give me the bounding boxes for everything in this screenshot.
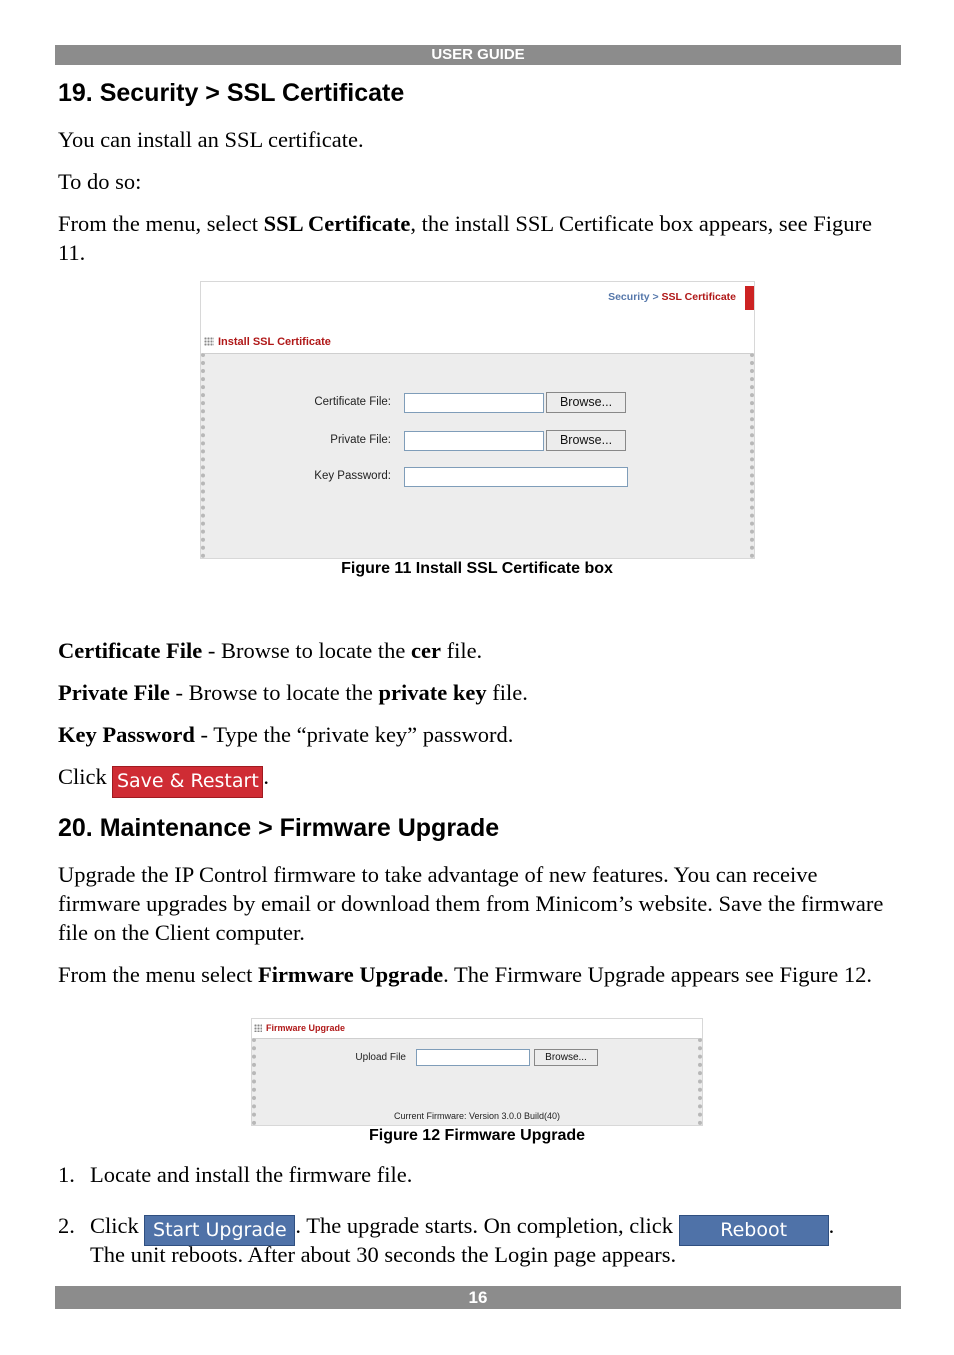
figure-12-caption: Figure 12 Firmware Upgrade: [368, 1127, 586, 1144]
key-password-description: Key Password - Type the “private key” password.: [58, 722, 514, 747]
figure-11-ssl-certificate: [200, 281, 755, 559]
private-file-label: Private File:: [330, 434, 391, 446]
install-ssl-panel: [201, 353, 754, 558]
reboot-button[interactable]: Reboot: [679, 1215, 829, 1246]
figure-12-firmware-upgrade: [251, 1018, 703, 1126]
private-browse-button[interactable]: Browse...: [546, 430, 626, 451]
figure-11-caption: Figure 11 Install SSL Certificate box: [341, 560, 613, 577]
breadcrumb-security[interactable]: Security: [608, 291, 650, 303]
step-1-text: Locate and install the firmware file.: [90, 1162, 413, 1187]
header-title: USER GUIDE: [431, 46, 525, 63]
page-number: 16: [468, 1288, 488, 1307]
private-file-description: Private File - Browse to locate the private key file.: [58, 680, 528, 705]
certificate-browse-button[interactable]: Browse...: [546, 392, 626, 413]
section-20-heading: 20. Maintenance > Firmware Upgrade: [58, 814, 500, 842]
current-firmware-version: Current Firmware: Version 3.0.0 Build(40): [393, 1111, 561, 1121]
breadcrumb-ssl-certificate: SSL Certificate: [661, 291, 736, 303]
footer-bar: [55, 1286, 901, 1309]
section-20-intro: Upgrade the IP Control firmware to take advantage of new features. You can receive firmware upgrades by email or download them from Minicom’s website. Save the firmware file on the Client computer.: [58, 862, 884, 945]
private-file-input[interactable]: [404, 431, 544, 451]
install-ssl-certificate-title: Install SSL Certificate: [204, 336, 331, 348]
upload-file-input[interactable]: [416, 1049, 530, 1066]
section-19-intro: You can install an SSL certificate.: [58, 127, 364, 152]
upload-browse-button[interactable]: Browse...: [534, 1049, 598, 1066]
section-19-heading: 19. Security > SSL Certificate: [58, 79, 405, 107]
certificate-file-label: Certificate File:: [314, 396, 391, 408]
grip-icon: [204, 337, 214, 346]
section-19-todo: To do so:: [58, 169, 142, 194]
key-password-input[interactable]: [404, 467, 628, 487]
certificate-file-input[interactable]: [404, 393, 544, 413]
step-2-followup: The unit reboots. After about 30 seconds the Login page appears.: [90, 1242, 677, 1267]
step-2-number: 2.: [58, 1213, 75, 1238]
section-19-instruction: From the menu, select SSL Certificate, the install SSL Certificate box appears, see Figure 11.: [58, 211, 872, 265]
section-20-instruction: From the menu select Firmware Upgrade. The Firmware Upgrade appears see Figure 12.: [58, 962, 872, 987]
step-1-number: 1.: [58, 1162, 75, 1187]
save-restart-button[interactable]: Save & Restart: [112, 766, 263, 798]
certificate-file-description: Certificate File - Browse to locate the cer file.: [58, 638, 483, 663]
upload-file-label: Upload File: [355, 1052, 406, 1063]
save-restart-instruction: Click Save & Restart .: [58, 762, 269, 798]
breadcrumb: Security > SSL Certificate: [608, 291, 736, 303]
breadcrumb-marker: [745, 286, 754, 310]
firmware-upgrade-title: Firmware Upgrade: [254, 1023, 345, 1033]
start-upgrade-button[interactable]: Start Upgrade: [144, 1215, 295, 1246]
grip-icon: [254, 1024, 262, 1032]
firmware-upgrade-panel: [252, 1038, 702, 1125]
header-bar: [55, 45, 901, 65]
step-2-text: Click Start Upgrade . The upgrade starts. On completion, click Reboot .: [90, 1211, 834, 1246]
key-password-label: Key Password:: [314, 470, 391, 482]
